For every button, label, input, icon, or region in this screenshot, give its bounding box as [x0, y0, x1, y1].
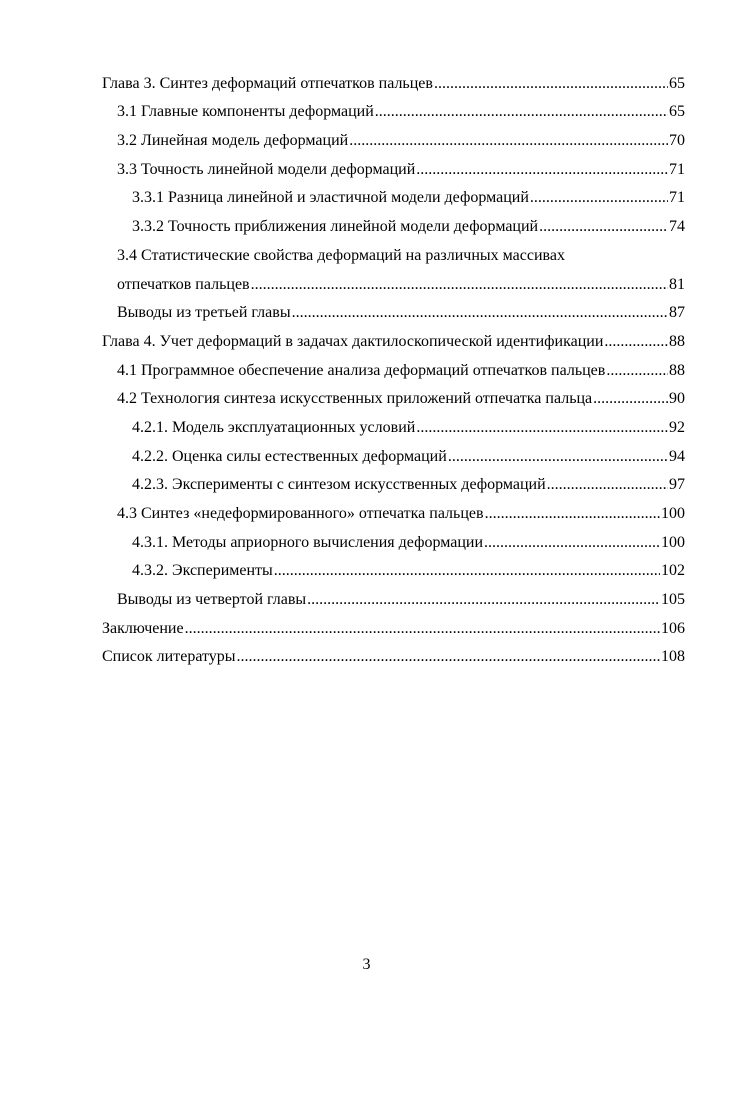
toc-dot-leader — [274, 562, 660, 580]
toc-entry-title-line2: отпечатков пальцев — [117, 275, 250, 293]
toc-entry-page: 105 — [661, 591, 685, 609]
toc-entry-title: Заключение — [102, 619, 184, 637]
toc-entry-page: 106 — [661, 619, 685, 637]
toc-entry-title: Глава 3. Синтез деформаций отпечатков пальцев — [102, 74, 433, 92]
toc-dot-leader — [604, 333, 668, 351]
toc-entry[interactable] — [102, 437, 685, 466]
toc-dot-leader — [416, 419, 668, 437]
toc-dot-leader — [251, 276, 668, 294]
toc-entry[interactable] — [102, 380, 685, 409]
toc-entry-page: 90 — [669, 390, 685, 408]
toc-entry-title: 4.3.1. Методы априорного вычисления деформации — [132, 533, 484, 551]
toc-entry-title: 3.1 Главные компоненты деформаций — [117, 103, 374, 121]
toc-entry[interactable] — [102, 552, 685, 581]
toc-entry-page: 87 — [669, 304, 685, 322]
toc-entry-page: 74 — [669, 218, 685, 236]
toc-dot-leader — [185, 620, 660, 638]
toc-entry-title: Список литературы — [102, 648, 236, 666]
toc-entry-title: Глава 4. Учет деформаций в задачах дактилоскопической идентификации — [102, 332, 604, 350]
toc-entry[interactable] — [102, 236, 685, 293]
toc-entry-page: 81 — [669, 275, 685, 293]
toc-entry-page: 65 — [669, 74, 685, 92]
toc-dot-leader — [349, 132, 668, 150]
toc-entry-page: 100 — [661, 533, 685, 551]
toc-entry-page: 108 — [661, 648, 685, 666]
toc-dot-leader — [484, 534, 660, 552]
toc-dot-leader — [485, 505, 660, 523]
toc-entry[interactable] — [102, 466, 685, 495]
toc-entry[interactable] — [102, 609, 685, 638]
toc-entry[interactable] — [102, 408, 685, 437]
toc-dot-leader — [547, 476, 668, 494]
toc-entry[interactable] — [102, 121, 685, 150]
toc-entry-page: 97 — [669, 476, 685, 494]
toc-entry-title: 3.3.2 Точность приближения линейной модели деформаций — [132, 218, 539, 236]
toc-dot-leader — [292, 304, 668, 322]
toc-dot-leader — [530, 189, 668, 207]
toc-dot-leader — [434, 75, 668, 93]
toc-dot-leader — [448, 448, 668, 466]
toc-entry-title: 4.1 Программное обеспечение анализа деформаций отпечатков пальцев — [117, 361, 606, 379]
toc-entry[interactable] — [102, 494, 685, 523]
toc-entry-title: Выводы из третьей главы — [117, 304, 291, 322]
toc-entry-title: 4.2.2. Оценка силы естественных деформаций — [132, 447, 447, 465]
page-number: 3 — [362, 956, 371, 973]
toc-entry-page: 100 — [661, 505, 685, 523]
toc-dot-leader — [416, 161, 668, 179]
toc-entry-title: 4.3 Синтез «недеформированного» отпечатка пальцев — [117, 505, 484, 523]
toc-entry-page: 71 — [669, 160, 685, 178]
toc-entry-page: 102 — [661, 562, 685, 580]
toc-entry-line2 — [117, 265, 685, 294]
toc-entry-title: 3.3 Точность линейной модели деформаций — [117, 160, 416, 178]
toc-entry[interactable] — [102, 179, 685, 208]
toc-entry[interactable] — [102, 93, 685, 122]
toc-entry-title: 4.3.2. Эксперименты — [132, 562, 273, 580]
toc-dot-leader — [539, 218, 668, 236]
toc-dot-leader — [606, 362, 668, 380]
toc-entry[interactable] — [102, 207, 685, 236]
toc-entry[interactable] — [102, 638, 685, 667]
toc-entry-title: 4.2.1. Модель эксплуатационных условий — [132, 418, 416, 436]
toc-entry[interactable] — [102, 351, 685, 380]
toc-entry[interactable] — [102, 322, 685, 351]
toc-entry-title: 4.2 Технология синтеза искусственных приложений отпечатка пальца — [117, 390, 593, 408]
toc-entry-page: 71 — [669, 189, 685, 207]
toc-entry-page: 94 — [669, 447, 685, 465]
toc-entry[interactable] — [102, 64, 685, 93]
toc-dot-leader — [375, 103, 668, 121]
toc-dot-leader — [237, 648, 660, 666]
toc-entry-page: 88 — [669, 332, 685, 350]
toc-entry-title: 3.3.1 Разница линейной и эластичной модели деформаций — [132, 189, 529, 207]
toc-entry[interactable] — [102, 294, 685, 323]
toc-entry-title: Выводы из четвертой главы — [117, 591, 307, 609]
toc-entry[interactable] — [102, 523, 685, 552]
toc-entry-page: 92 — [669, 418, 685, 436]
table-of-contents — [102, 64, 685, 666]
toc-entry[interactable] — [102, 580, 685, 609]
toc-entry-title: 3.2 Линейная модель деформаций — [117, 132, 349, 150]
toc-entry[interactable] — [102, 150, 685, 179]
toc-dot-leader — [593, 390, 668, 408]
toc-entry-page: 70 — [669, 132, 685, 150]
toc-entry-page: 65 — [669, 103, 685, 121]
toc-dot-leader — [307, 591, 660, 609]
toc-entry-title: 4.2.3. Эксперименты с синтезом искусственных деформаций — [132, 476, 546, 494]
toc-entry-title-line1: 3.4 Статистические свойства деформаций на различных массивах — [117, 246, 565, 264]
toc-entry-page: 88 — [669, 361, 685, 379]
